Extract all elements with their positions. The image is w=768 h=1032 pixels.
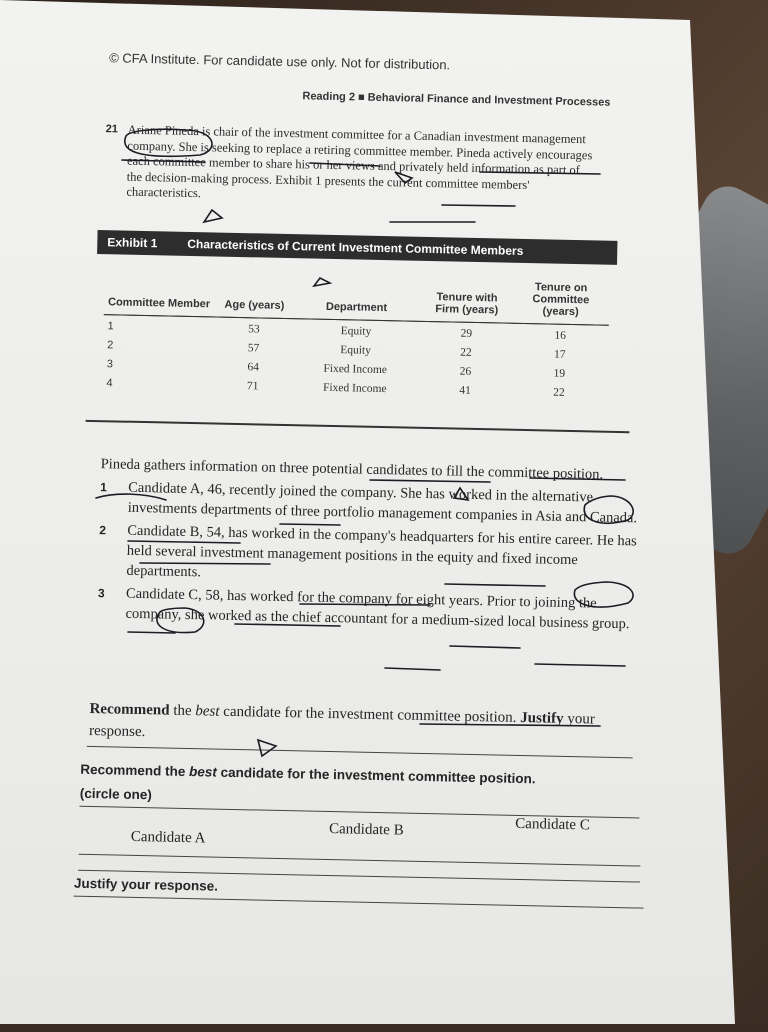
cell-member: 2 <box>107 339 114 352</box>
exhibit-label: Exhibit 1 <box>107 235 158 251</box>
cell-age: 71 <box>246 380 259 393</box>
cell-department: Fixed Income <box>323 362 388 377</box>
answer-rule <box>74 896 644 909</box>
answer-rule <box>78 854 640 867</box>
answer-line1-post: candidate for the investment committee position. <box>216 764 536 787</box>
prompt-best: best <box>195 703 220 720</box>
prompt-text <box>89 698 650 754</box>
cell-member: 1 <box>107 320 114 333</box>
col-header-tenure-committee: Tenure on Committee (years) <box>512 279 610 326</box>
candidate-item <box>100 477 641 528</box>
question-number: 21 <box>105 123 119 136</box>
cell-age: 64 <box>247 361 260 374</box>
intro-text: Pineda gathers information on three potential candidates to fill the committee position. <box>100 456 604 483</box>
cell-tenure-committee: 16 <box>554 329 567 342</box>
candidates-section <box>97 454 640 634</box>
candidate-number: 2 <box>99 523 107 538</box>
cell-department: Fixed Income <box>322 381 387 396</box>
candidate-item <box>97 583 638 634</box>
cell-member: 4 <box>106 377 113 390</box>
cell-age: 53 <box>248 323 260 336</box>
cell-member: 3 <box>106 358 114 371</box>
option-candidate-c[interactable]: Candidate C <box>515 815 590 834</box>
answer-recommend-label <box>80 762 536 787</box>
cell-department: Equity <box>340 325 372 338</box>
cell-tenure-firm: 29 <box>460 327 473 340</box>
answer-circle-one: (circle one) <box>79 785 152 803</box>
prompt-middle: the <box>169 702 196 720</box>
table-bottom-rule <box>86 420 630 433</box>
prompt-tail: your response. <box>88 710 595 741</box>
prompt-rest: candidate for the investment committee position. <box>219 703 521 726</box>
cell-tenure-firm: 26 <box>459 365 472 378</box>
answer-line1-pre: Recommend the <box>80 761 190 780</box>
col-header-department: Department <box>291 274 421 321</box>
copyright-notice: © CFA Institute. For candidate use only. Not for distribution. <box>109 50 451 73</box>
question-block <box>104 122 596 210</box>
cell-tenure-firm: 41 <box>459 384 471 397</box>
cell-age: 57 <box>247 342 260 355</box>
answer-line1-best: best <box>188 764 217 780</box>
col-header-age: Age (years) <box>217 273 293 319</box>
option-candidate-a[interactable]: Candidate A <box>130 828 206 847</box>
cell-tenure-firm: 22 <box>460 346 472 359</box>
option-candidate-b[interactable]: Candidate B <box>328 821 404 839</box>
cell-department: Equity <box>340 344 372 357</box>
candidate-item <box>98 520 639 591</box>
prompt-recommend: Recommend <box>89 700 170 719</box>
candidate-text: Candidate A, 46, recently joined the company. She has worked in the alternative investments departments of three portfolio management companies in Asia and Canada. <box>127 479 638 527</box>
candidate-number: 1 <box>100 480 108 495</box>
cell-tenure-committee: 17 <box>553 348 566 361</box>
candidate-text: Candidate C, 58, has worked for the company for eight years. Prior to joining the company, she worked as the chief accountant for a medium-sized local business group. <box>125 585 630 633</box>
candidate-number: 3 <box>97 586 105 601</box>
candidate-text: Candidate B, 54, has worked in the company's headquarters for his entire career. He has held several investment management positions in the equity and fixed income departments. <box>126 522 637 581</box>
exhibit-title: Characteristics of Current Investment Committee Members <box>187 236 524 258</box>
exhibit-table <box>102 270 609 402</box>
cell-tenure-committee: 22 <box>553 386 565 399</box>
col-header-member: Committee Member <box>104 270 218 317</box>
reading-title: Reading 2 ■ Behavioral Finance and Investment Processes <box>302 90 611 109</box>
exhibit-title-bar <box>97 230 617 265</box>
question-text: Ariane Pineda is chair of the investment committee for a Canadian investment management company. She is seeking to replace a retiring committee member. Pineda actively encourages each committee member to share his or her views and privately held information as part of the decision-making process. Exhibit 1 presents the current committee members' characteristics. <box>126 122 593 201</box>
col-header-tenure-firm: Tenure with Firm (years) <box>421 277 513 323</box>
prompt-justify: Justify <box>520 709 564 727</box>
cell-tenure-committee: 19 <box>553 367 566 380</box>
justify-label: Justify your response. <box>73 875 219 894</box>
